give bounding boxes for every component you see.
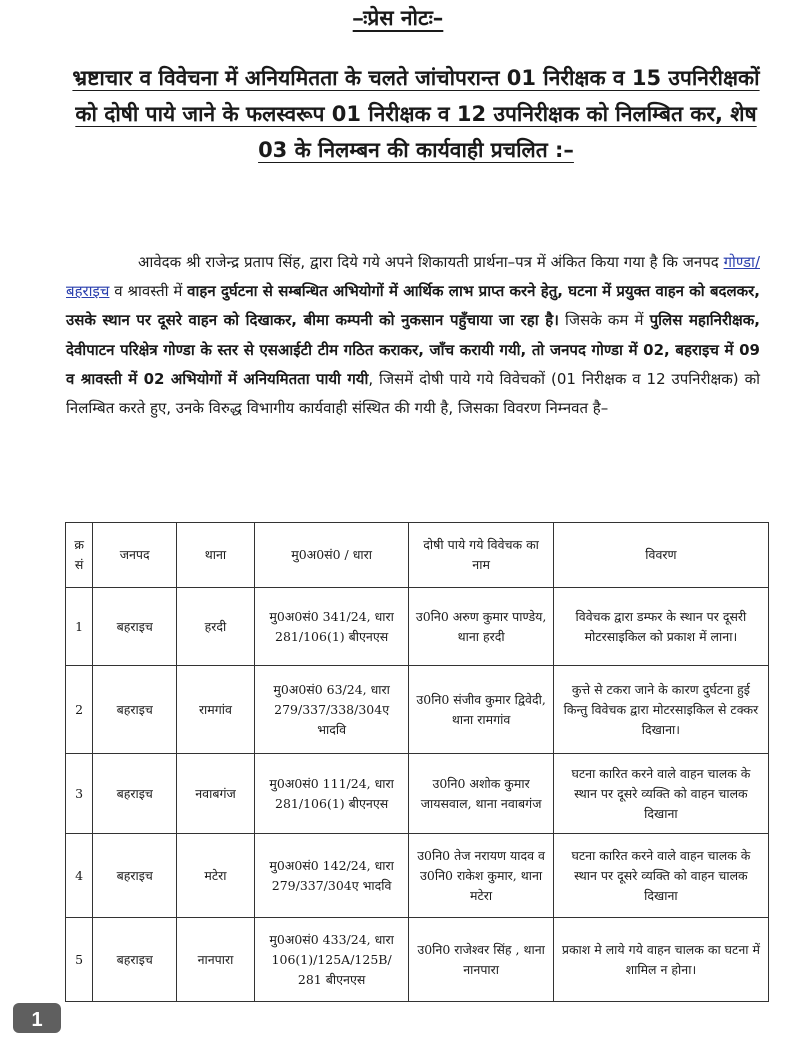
- cell-details: कुत्ते से टकरा जाने के कारण दुर्घटना हुई किन्तु विवेचक द्वारा मोटरसाइकिल से टक्कर दिखाना।: [553, 666, 768, 754]
- body-paragraph: [66, 248, 760, 423]
- press-note-title-text: –ःप्रेस नोटः–: [352, 6, 444, 30]
- table-row: [66, 754, 769, 834]
- cell-serial: 1: [66, 588, 93, 666]
- header-investigator: दोषी पाये गये विवेचक का नाम: [409, 523, 553, 588]
- headline-text: भ्रष्टाचार व विवेचना में अनियमितता के चलते जांचोपरान्त 01 निरीक्षक व 15 उपनिरीक्षकों को दोषी पाये जाने के फलस्वरूप 01 निरीक्षक व 12 उपनिरीक्षक को निलम्बित कर, शेष 03 के निलम्बन की कार्यवाही प्रचलित :–: [72, 66, 760, 162]
- body-text-1: आवेदक श्री राजेन्द्र प्रताप सिंह, द्वारा दिये गये अपने शिकायती प्रार्थना–पत्र में अंकित किया गया है कि जनपद: [138, 253, 724, 271]
- cell-investigator: उ0नि0 राजेश्वर सिंह , थाना नानपारा: [409, 918, 553, 1002]
- body-bold-1: वाहन दुर्घटना से सम्बन्धित अभियोगों में आर्थिक लाभ प्राप्त करने हेतु, घटना में प्रयुक्त वाहन को बदलकर, उसके स्थान पर दूसरे वाहन को दिखाकर, बीमा कम्पनी को नुकसान पहुँचाया जा रहा है।: [66, 282, 761, 330]
- body-text-2: व श्रावस्ती में: [109, 282, 188, 301]
- cell-police-station: मटेरा: [177, 834, 255, 918]
- cell-serial: 3: [66, 754, 93, 834]
- page-number-badge[interactable]: 1: [13, 1003, 61, 1033]
- cell-district: बहराइच: [93, 666, 177, 754]
- cell-details: घटना कारित करने वाले वाहन चालक के स्थान पर दूसरे व्यक्ति को वाहन चालक दिखाना: [553, 834, 768, 918]
- cell-case-section: मु0अ0सं0 433/24, धारा 106(1)/125A/125B/ 281 बीएनएस: [254, 918, 409, 1002]
- cell-police-station: नानपारा: [177, 918, 255, 1002]
- details-table: [65, 522, 769, 1002]
- header-serial: क्र सं: [66, 523, 93, 588]
- body-text-4: , जिसमें दोषी पाये गये विवेचकों (01 निरीक्षक व 12 उपनिरीक्षक) को निलम्बित करते हुए, उनके विरुद्ध विभागीय कार्यवाही संस्थित की गयी है, जिसका विवरण निम्नवत है–: [66, 369, 760, 418]
- body-bold-2: पुलिस महानिरीक्षक, देवीपाटन परिक्षेत्र गोण्डा के स्तर से एसआईटी टीम गठित कराकर, जाँच करायी गयी, तो जनपद गोण्डा में 02, बहराइच में 09 व श्रावस्ती में 02 अभियोगों में अनियमितता पायी गयी: [66, 311, 760, 388]
- table-row: [66, 588, 769, 666]
- header-district: जनपद: [93, 523, 177, 588]
- cell-case-section: मु0अ0सं0 63/24, धारा 279/337/338/304ए भादवि: [254, 666, 409, 754]
- table-row: [66, 834, 769, 918]
- cell-investigator: उ0नि0 अशोक कुमार जायसवाल, थाना नवाबगंज: [409, 754, 553, 834]
- header-case-section: मु0अ0सं0 / धारा: [254, 523, 409, 588]
- cell-investigator: उ0नि0 तेज नरायण यादव व उ0नि0 राकेश कुमार, थाना मटेरा: [409, 834, 553, 918]
- table-header-row: [66, 523, 769, 588]
- cell-case-section: मु0अ0सं0 341/24, धारा 281/106(1) बीएनएस: [254, 588, 409, 666]
- cell-investigator: उ0नि0 अरुण कुमार पाण्डेय, थाना हरदी: [409, 588, 553, 666]
- cell-details: प्रकाश मे लाये गये वाहन चालक का घटना में शामिल न होना।: [553, 918, 768, 1002]
- cell-investigator: उ0नि0 संजीव कुमार द्विवेदी, थाना रामगांव: [409, 666, 553, 754]
- cell-district: बहराइच: [93, 918, 177, 1002]
- district-link[interactable]: गोण्डा/बहराइच: [66, 253, 760, 301]
- press-note-title: [0, 4, 796, 32]
- cell-details: घटना कारित करने वाले वाहन चालक के स्थान पर दूसरे व्यक्ति को वाहन चालक दिखाना: [553, 754, 768, 834]
- cell-serial: 5: [66, 918, 93, 1002]
- cell-serial: 2: [66, 666, 93, 754]
- header-police-station: थाना: [177, 523, 255, 588]
- cell-case-section: मु0अ0सं0 142/24, धारा 279/337/304ए भादवि: [254, 834, 409, 918]
- cell-district: बहराइच: [93, 834, 177, 918]
- cell-police-station: रामगांव: [177, 666, 255, 754]
- table-row: [66, 666, 769, 754]
- body-text-3: जिसके कम में: [558, 311, 650, 330]
- cell-serial: 4: [66, 834, 93, 918]
- header-details: विवरण: [553, 523, 768, 588]
- cell-case-section: मु0अ0सं0 111/24, धारा 281/106(1) बीएनएस: [254, 754, 409, 834]
- cell-police-station: नवाबगंज: [177, 754, 255, 834]
- cell-police-station: हरदी: [177, 588, 255, 666]
- headline: [66, 60, 766, 168]
- table-row: [66, 918, 769, 1002]
- cell-district: बहराइच: [93, 754, 177, 834]
- cell-details: विवेचक द्वारा डम्फर के स्थान पर दूसरी मोटरसाइकिल को प्रकाश में लाना।: [553, 588, 768, 666]
- cell-district: बहराइच: [93, 588, 177, 666]
